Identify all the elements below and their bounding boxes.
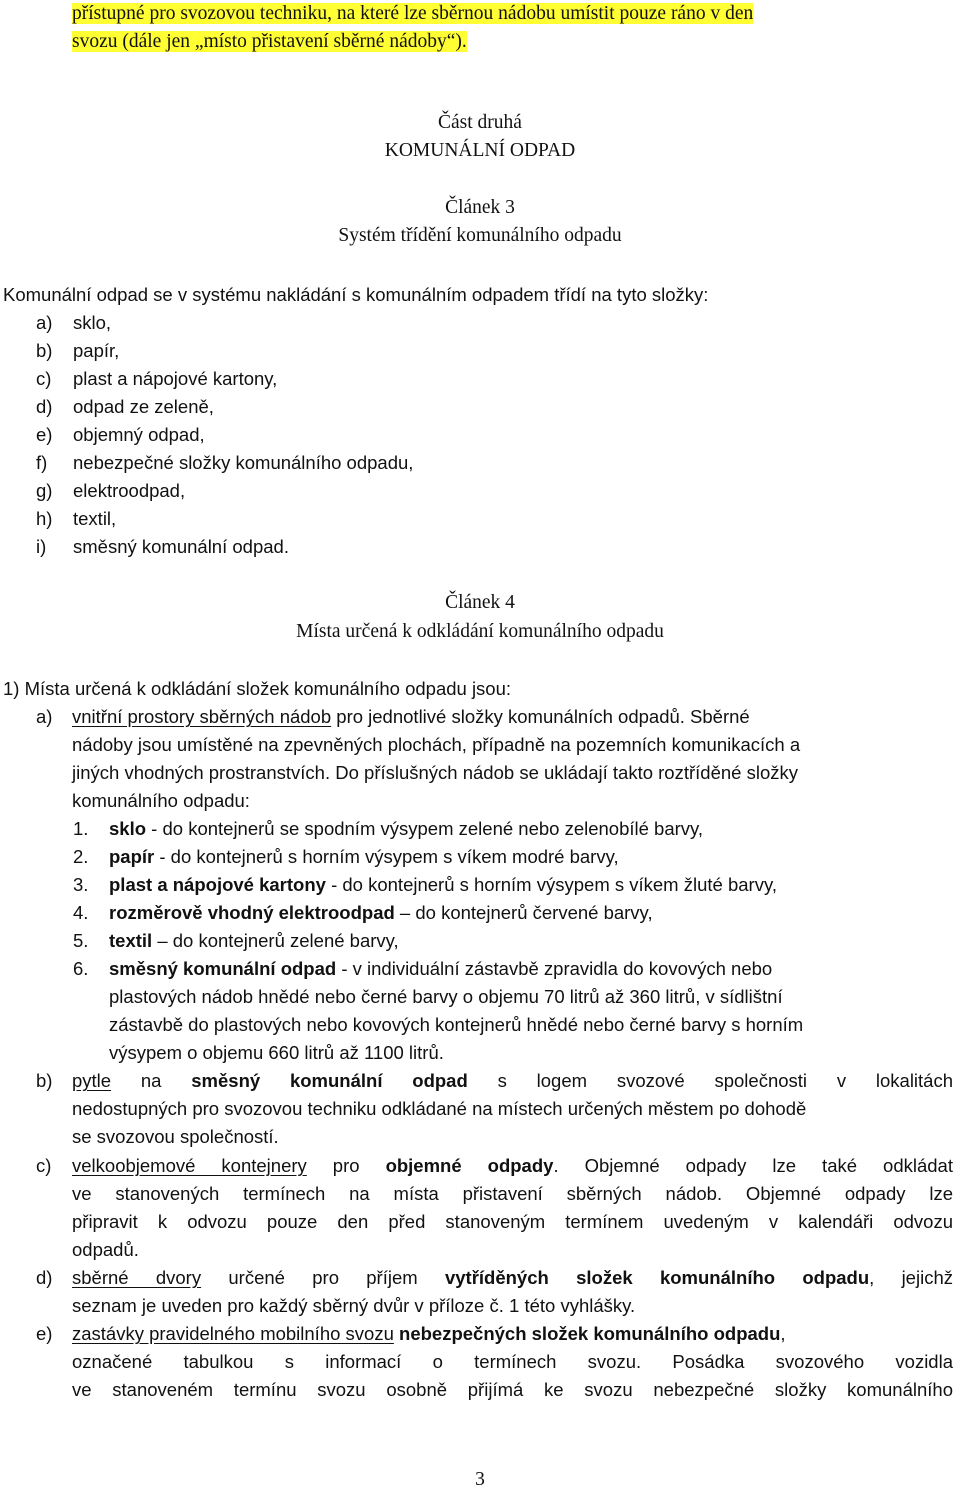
item-a-line-1: vnitřní prostory sběrných nádob pro jednotlivé složky komunálních odpadů. Sběrné [72,706,750,727]
numbered-5-text: textil – do kontejnerů zelené barvy, [109,930,399,951]
item-e-line-1: zastávky pravidelného mobilního svozu nebezpečných složek komunálního odpadu, [72,1323,786,1344]
intro-line-1: přístupné pro svozovou techniku, na které lze sběrnou nádobu umístit pouze ráno v den [72,3,754,24]
item-c-line-3: připravit k odvozu pouze den před stanoveným termínem uvedeným v kalendáři odvozu [72,1211,953,1232]
item-e-letter: e) [36,1323,53,1344]
item-d-letter: d) [36,1267,53,1288]
article-4-title: Místa určená k odkládání komunálního odpadu [296,621,664,642]
item-e-line-2: označené tabulkou s informací o termínech svozu. Posádka svozového vozidla [72,1351,953,1372]
item-c-line-1: velkoobjemové kontejnery pro objemné odpady. Objemné odpady lze také odkládat [72,1155,953,1176]
part-title: Část druhá [438,112,522,133]
item-b-line-2: nedostupných pro svozovou techniku odkládané na místech určených městem po dohodě [72,1098,807,1119]
numbered-2-num: 2. [73,846,89,867]
part-subtitle: KOMUNÁLNÍ ODPAD [384,140,576,161]
article-4-paragraph-1: 1) Místa určená k odkládání složek komunálního odpadu jsou: [3,678,512,699]
numbered-3-text: plast a nápojové kartony - do kontejnerů s horním výsypem s víkem žluté barvy, [109,874,777,895]
item-c-line-2: ve stanovených termínech na místa přistavení sběrných nádob. Objemné odpady lze [72,1183,953,1204]
link-pytle: pytle [72,1070,112,1091]
link-sberne-dvory: sběrné dvory [72,1267,202,1288]
intro-paragraph [72,0,956,56]
numbered-1-text: sklo - do kontejnerů se spodním výsypem zelené nebo zelenobílé barvy, [109,818,704,839]
numbered-2-text: papír - do kontejnerů s horním výsypem s víkem modré barvy, [109,846,619,867]
item-a-line-3: jiných vhodných prostranstvích. Do příslušných nádob se ukládají takto roztříděné složky [72,762,798,783]
numbered-6-num: 6. [73,958,89,979]
numbered-6-line-3: zástavbě do plastových nebo kovových kontejnerů hnědé nebo černé barvy s horním [109,1014,804,1035]
intro-line-2: svozu (dále jen „místo přistavení sběrné nádoby“). [72,31,467,52]
article-3-number: Článek 3 [445,197,515,218]
link-vnitrni-prostory: vnitřní prostory sběrných nádob [72,706,332,727]
item-c-line-4: odpadů. [72,1239,139,1260]
link-zastavky-mobilniho-svozu: zastávky pravidelného mobilního svozu [72,1323,394,1344]
numbered-6-line-2: plastových nádob hnědé nebo černé barvy o objemu 70 litrů až 360 litrů, v sídlištní [109,986,783,1007]
item-b-letter: b) [36,1070,53,1091]
link-velkoobjemove-kontejnery: velkoobjemové kontejnery [72,1155,307,1176]
item-a-line-2: nádoby jsou umístěné na zpevněných plochách, případně na pozemních komunikacích a [72,734,801,755]
item-a-line-4: komunálního odpadu: [72,790,250,811]
numbered-5-num: 5. [73,930,89,951]
item-d-line-2: seznam je uveden pro každý sběrný dvůr v příloze č. 1 této vyhlášky. [72,1295,636,1316]
item-b-line-1: pytle na směsný komunální odpad s logem svozové společnosti v lokalitách [72,1070,954,1091]
article-4-number: Článek 4 [445,592,515,613]
item-e-line-3: ve stanoveném termínu svozu osobně přijímá ke svozu nebezpečné složky komunálního [72,1379,953,1400]
page-number: 3 [475,1469,485,1490]
article-3-lead: Komunální odpad se v systému nakládání s komunálním odpadem třídí na tyto složky: [3,284,709,305]
item-d-line-1: sběrné dvory určené pro příjem vytříděných složek komunálního odpadu, jejichž [72,1267,953,1288]
item-b-line-3: se svozovou společností. [72,1126,279,1147]
numbered-4-num: 4. [73,902,89,923]
item-c-letter: c) [36,1155,52,1176]
numbered-1-num: 1. [73,818,89,839]
item-a-letter: a) [36,706,53,727]
numbered-6-text: směsný komunální odpad - v individuální zástavbě zpravidla do kovových nebo [109,958,773,979]
document-page: přístupné pro svozovou techniku, na které lze sběrnou nádobu umístit pouze ráno v den svozu (dále jen „místo přistavení sběrné nádoby“). Část druhá KOMUNÁLNÍ ODPAD Článek 3 Systém třídění komunálního odpadu Komunální odpad se v systému nakládání s komunálním odpadem třídí na tyto složky: a) sklo, b) papír, c) plast a nápojové kartony, d) odpad ze zeleně, e) objemný odpad, f) nebezpečné složky komunálního odpadu, g) elektroodpad, h) textil, i) směsný komunální odpad. Článek 4 Místa určená k odkládání komunálního odpadu 1) Místa určená k odkládání složek komunálního odpadu jsou: a) vnitřní prostory sběrných nádob pro jednotlivé složky komunálních odpadů. Sběrné nádoby jsou umístěné na zpevněných plochách, případně na pozemních komunikacích a jiných vhodných prostranstvích. Do příslušných nádob se ukládají takto roztříděné složky komunálního odpadu: 1. sklo - do kontejnerů se spodním výsypem zelené nebo zelenobílé barvy, 2. papír - do kontejnerů s horním výsypem s víkem modré barvy, 3. plast a nápojové kartony - do kontejnerů s horním výsypem s víkem žluté barvy, 4. rozměrově vhodný elektroodpad – do kontejnerů červené barvy, 5. textil – do kontejnerů zelené barvy, 6. směsný komunální odpad - v individuální zástavbě zpravidla do kovových nebo plastových nádob hnědé nebo černé barvy o objemu 70 litrů až 360 litrů, v sídlištní zástavbě do plastových nebo kovových kontejnerů hnědé nebo černé barvy s horním výsypem o objemu 660 litrů až 1100 litrů. b) pytle na směsný komunální odpad s logem svozové společnosti v lokalitách nedostupných pro svozovou techniku odkládané na místech určených městem po dohodě se svozovou společností. c) velkoobjemové kontejnery pro objemné odpady. Objemné odpady lze také odkládat ve stanovených termínech na místa přistavení sběrných nádob. Objemné odpady lze připravit k odvozu pouze den před stanoveným termínem uvedeným v kalendáři odvozu odpadů. d) sběrné dvory určené pro příjem vytříděných složek komunálního odpadu, jejichž seznam je uveden pro každý sběrný dvůr v příloze č. 1 této vyhlášky. e) zastávky pravidelného mobilního svozu nebezpečných složek komunálního odpadu, označené tabulkou s informací o termínech svozu. Posádka svozového vozidla ve stanoveném termínu svozu osobně přijímá ke svozu nebezpečné složky komunálního 3 [0,0,960,1493]
numbered-6-line-4: výsypem o objemu 660 litrů až 1100 litrů. [109,1042,444,1063]
article-3-title: Systém třídění komunálního odpadu [338,225,622,246]
numbered-4-text: rozměrově vhodný elektroodpad – do kontejnerů červené barvy, [109,902,653,923]
numbered-3-num: 3. [73,874,89,895]
